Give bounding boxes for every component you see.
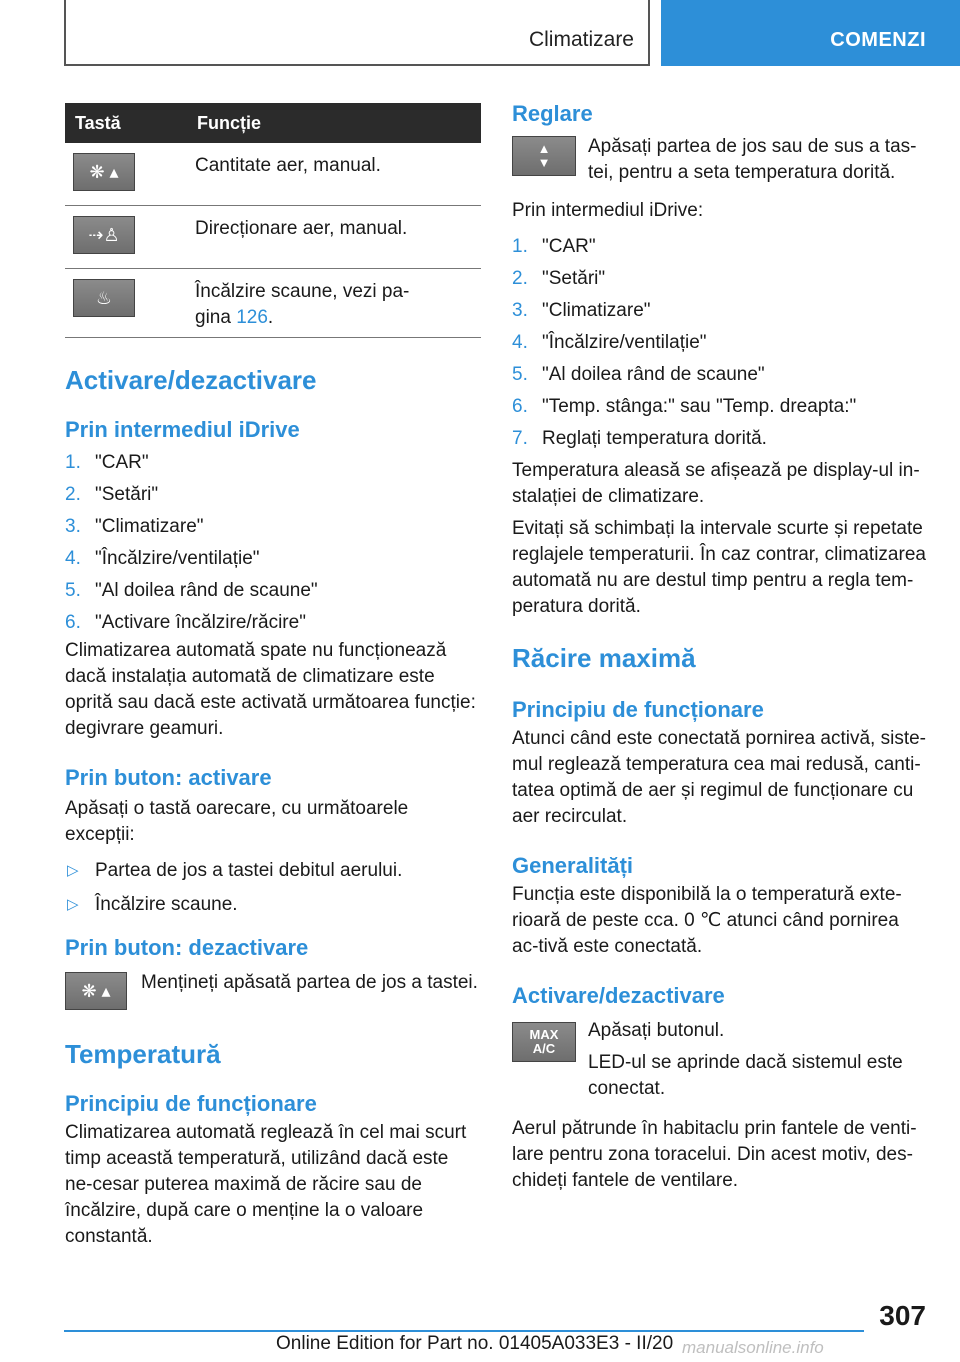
- list-item: 2. "Setări": [65, 484, 159, 505]
- paragraph-principle-right: Atunci când este conectată pornirea activă, siste-mul reglează temperatura cea mai redusă, canti-tatea optimă de aer și regimul de funcționare cu aer recirculat.: [512, 728, 927, 827]
- header-tab-comenzi[interactable]: [661, 0, 960, 66]
- list-item: 1. "CAR": [65, 452, 149, 473]
- paragraph-air: Aerul pătrunde în habitaclu prin fantele de venti-lare pentru zona toracelui. Din acest motiv, des-chideți fantele de ventilare.: [512, 1118, 917, 1191]
- fan-off-updown-icon: ❋ ▴: [65, 972, 127, 1010]
- page-number: 307: [879, 1300, 926, 1331]
- paragraph-press: Apăsați butonul.: [588, 1020, 725, 1041]
- right-column: [512, 100, 930, 1194]
- footer-watermark: manualsonline.info: [682, 1338, 824, 1357]
- table-header-function: Funcție: [195, 103, 481, 143]
- exceptions-list: [65, 858, 481, 918]
- bullet-triangle-icon: ▷: [67, 896, 79, 913]
- table-cell-text: Încălzire scaune, vezi pa- gina 126.: [195, 269, 481, 338]
- heading-principle-right: Principiu de funcționare: [512, 697, 764, 722]
- paragraph-auto: Climatizarea automată spate nu funcționează dacă instalația automată de climatizare este oprită sau dacă este activată următoarea funcție: degivrare geamuri.: [65, 640, 476, 739]
- heading-button-off: Prin buton: dezactivare: [65, 935, 309, 960]
- heading-activate: Activare/dezactivare: [65, 365, 317, 395]
- table-header-key: Tastă: [65, 103, 195, 143]
- button-off-row: [65, 970, 481, 1014]
- temp-steps: [512, 234, 930, 452]
- table-cell-text: Cantitate aer, manual.: [195, 143, 481, 206]
- left-column: [65, 103, 481, 1250]
- list-item: 6. "Temp. stânga:" sau "Temp. dreapta:": [512, 396, 857, 417]
- paragraph-idrive: Prin intermediul iDrive:: [512, 200, 704, 221]
- key-function-table: [65, 103, 481, 338]
- list-item: 3. "Climatizare": [512, 300, 651, 321]
- header-title: Climatizare: [528, 28, 634, 51]
- heading-idrive: Prin intermediul iDrive: [65, 417, 300, 442]
- heading-onoff: Activare/dezactivare: [512, 983, 725, 1008]
- list-item: 4. "Încălzire/ventilație": [512, 332, 707, 353]
- header-box: [64, 0, 650, 66]
- paragraph-principle: Climatizarea automată reglează în cel mai scurt timp această temperatură, utilizând dacă este ne-cesar puterea maximă de răcire sau de încălzire, după care o menține la o valoare constantă.: [65, 1122, 467, 1247]
- paragraph-adjust: Apăsați partea de jos sau de sus a tas-tei, pentru a seta temperatura dorită.: [588, 136, 917, 183]
- paragraph-general: Funcția este disponibilă la o temperatură exte-rioară de peste cca. 0 ℃ atunci când pornirea ac-tivă este conectată.: [512, 884, 902, 957]
- air-direction-icon: ⇢♙: [73, 216, 135, 254]
- list-item: 4. "Încălzire/ventilație": [65, 548, 260, 569]
- up-down-arrows-icon: ▲ ▼: [512, 136, 576, 176]
- footer-divider: [64, 1330, 864, 1332]
- table-row: [65, 143, 481, 206]
- paragraph-avoid: Evitați să schimbați la intervale scurte și repetate reglajele temperaturii. În caz contrar, climatizarea automată nu are destul timp pentru a regla tem-peratura dorită.: [512, 518, 926, 617]
- fan-off-updown-icon: ❋ ▴: [73, 153, 135, 191]
- page-link[interactable]: 126: [236, 307, 268, 328]
- heading-temperature: Temperatură: [65, 1039, 221, 1069]
- footer-edition: Online Edition for Part no. 01405A033E3 - II/20: [276, 1333, 674, 1354]
- paragraph-button-on: Apăsați o tastă oarecare, cu următoarele excepții:: [65, 798, 409, 845]
- list-item: 6. "Activare încălzire/răcire": [65, 612, 306, 633]
- paragraph-led: LED-ul se aprinde dacă sistemul este conectat.: [588, 1052, 903, 1099]
- header-tab-label: COMENZI: [830, 29, 926, 51]
- table-cell-text: Direcționare aer, manual.: [195, 206, 481, 269]
- idrive-steps: [65, 450, 481, 636]
- table-row: [65, 206, 481, 269]
- maxac-row: [512, 1018, 930, 1102]
- heading-adjust: Reglare: [512, 101, 593, 126]
- bullet-triangle-icon: ▷: [67, 862, 79, 879]
- paragraph-button-off: Mențineți apăsată partea de jos a tastei.: [141, 972, 478, 993]
- list-item: ▷ Partea de jos a tastei debitul aerului.: [65, 858, 481, 884]
- heading-max-cool: Răcire maximă: [512, 643, 696, 673]
- paragraph-display: Temperatura aleasă se afișează pe display-ul in-stalației de climatizare.: [512, 460, 920, 507]
- list-item: 2. "Setări": [512, 268, 606, 289]
- list-item: 7. Reglați temperatura dorită.: [512, 428, 767, 449]
- list-item: 1. "CAR": [512, 236, 596, 257]
- list-item: 5. "Al doilea rând de scaune": [65, 580, 318, 601]
- adjust-row: [512, 134, 930, 186]
- table-row: [65, 269, 481, 338]
- heading-principle: Principiu de funcționare: [65, 1091, 317, 1116]
- list-item: 5. "Al doilea rând de scaune": [512, 364, 765, 385]
- heading-general: Generalități: [512, 853, 634, 878]
- list-item: 3. "Climatizare": [65, 516, 204, 537]
- max-ac-button-icon: MAX A/C: [512, 1022, 576, 1062]
- list-item: ▷ Încălzire scaune.: [65, 892, 481, 918]
- heading-button-on: Prin buton: activare: [65, 765, 272, 790]
- seat-heating-icon: ♨: [73, 279, 135, 317]
